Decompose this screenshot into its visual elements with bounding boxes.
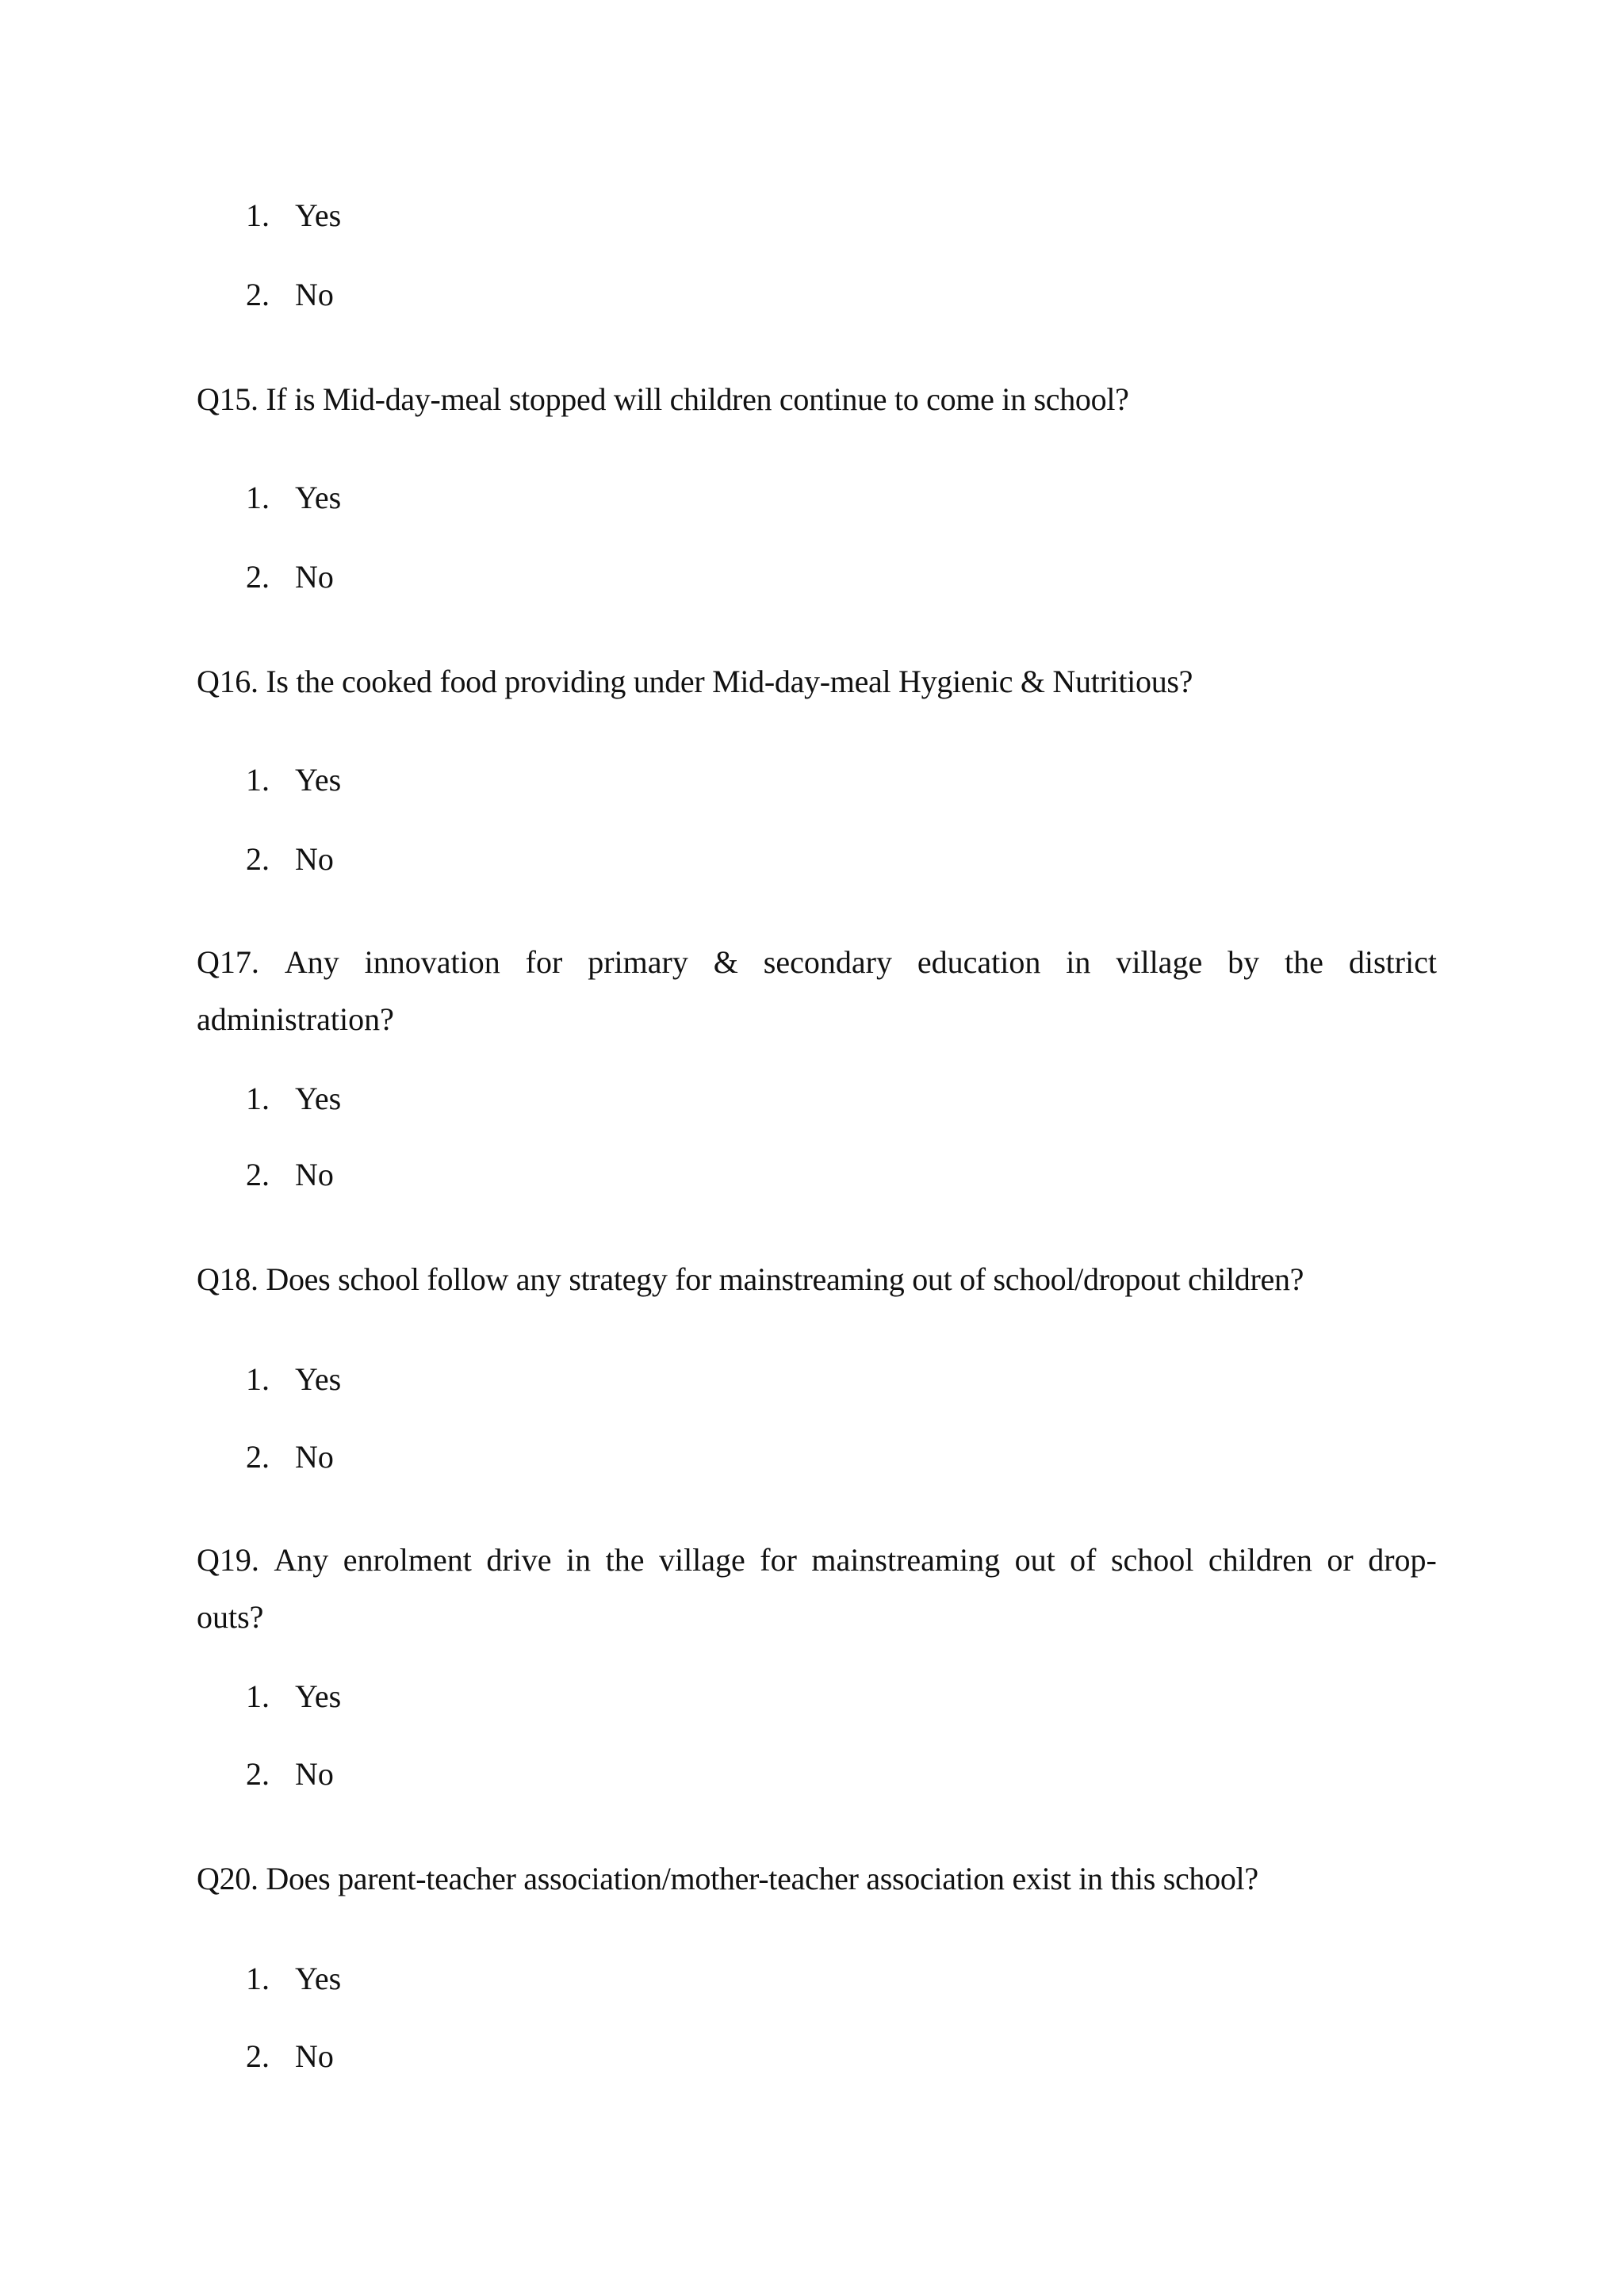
question-word: children xyxy=(1208,1542,1312,1578)
question-q20: Q20. Does parent-teacher association/mother-teacher association exist in this school? xyxy=(197,1861,1258,1896)
option-number: 2. xyxy=(246,559,270,595)
option-number: 2. xyxy=(246,1157,270,1192)
question-word: in xyxy=(566,1542,592,1578)
question-word: education xyxy=(917,944,1041,980)
option-number: 1. xyxy=(246,197,270,233)
question-word: & xyxy=(713,944,738,980)
question-word: or xyxy=(1327,1542,1354,1578)
option-label: Yes xyxy=(295,480,342,515)
question-q18: Q18. Does school follow any strategy for mainstreaming out of school/dropout children? xyxy=(197,1261,1304,1297)
option-label: No xyxy=(295,1157,334,1192)
option-label: No xyxy=(295,2038,334,2074)
option-number: 2. xyxy=(246,1756,270,1792)
question-word: Q19. xyxy=(197,1542,259,1578)
option-label: No xyxy=(295,277,334,312)
option-number: 1. xyxy=(246,1361,270,1397)
question-word: for xyxy=(525,944,563,980)
option-label: No xyxy=(295,559,334,595)
option-label: Yes xyxy=(295,197,342,233)
option-number: 1. xyxy=(246,1081,270,1116)
question-q16: Q16. Is the cooked food providing under Mid-day-meal Hygienic & Nutritious? xyxy=(197,664,1193,699)
option-label: No xyxy=(295,1756,334,1792)
option-number: 2. xyxy=(246,2038,270,2074)
question-word: Any xyxy=(284,944,339,980)
option-number: 2. xyxy=(246,1439,270,1475)
option-number: 1. xyxy=(246,480,270,515)
option-label: Yes xyxy=(295,762,342,798)
question-word: the xyxy=(605,1542,645,1578)
question-word: innovation xyxy=(364,944,500,980)
question-word: drop- xyxy=(1368,1542,1437,1578)
question-word: of xyxy=(1070,1542,1097,1578)
option-label: Yes xyxy=(295,1678,342,1714)
question-word: drive xyxy=(486,1542,552,1578)
question-word: village xyxy=(1116,944,1203,980)
question-word: district xyxy=(1348,944,1437,980)
question-word: by xyxy=(1228,944,1260,980)
question-word: for xyxy=(760,1542,797,1578)
question-word: in xyxy=(1066,944,1091,980)
option-number: 2. xyxy=(246,277,270,312)
question-q17-continuation: administration? xyxy=(197,1001,394,1037)
option-label: Yes xyxy=(295,1081,342,1116)
option-number: 2. xyxy=(246,841,270,877)
option-label: Yes xyxy=(295,1361,342,1397)
option-label: No xyxy=(295,1439,334,1475)
option-number: 1. xyxy=(246,762,270,798)
question-word: out xyxy=(1014,1542,1055,1578)
question-q19 xyxy=(197,1541,1437,1579)
question-word: mainstreaming xyxy=(811,1542,1001,1578)
question-q19-continuation: outs? xyxy=(197,1599,264,1635)
option-label: Yes xyxy=(295,1961,342,1996)
question-word: school xyxy=(1110,1542,1194,1578)
question-word: the xyxy=(1285,944,1323,980)
question-word: secondary xyxy=(763,944,892,980)
option-number: 1. xyxy=(246,1678,270,1714)
question-word: village xyxy=(658,1542,745,1578)
question-word: Q17. xyxy=(197,944,259,980)
question-q15: Q15. If is Mid-day-meal stopped will children continue to come in school? xyxy=(197,381,1129,417)
option-label: No xyxy=(295,841,334,877)
question-word: Any xyxy=(274,1542,329,1578)
question-word: primary xyxy=(588,944,688,980)
option-number: 1. xyxy=(246,1961,270,1996)
question-word: enrolment xyxy=(343,1542,472,1578)
question-q17 xyxy=(197,943,1437,982)
